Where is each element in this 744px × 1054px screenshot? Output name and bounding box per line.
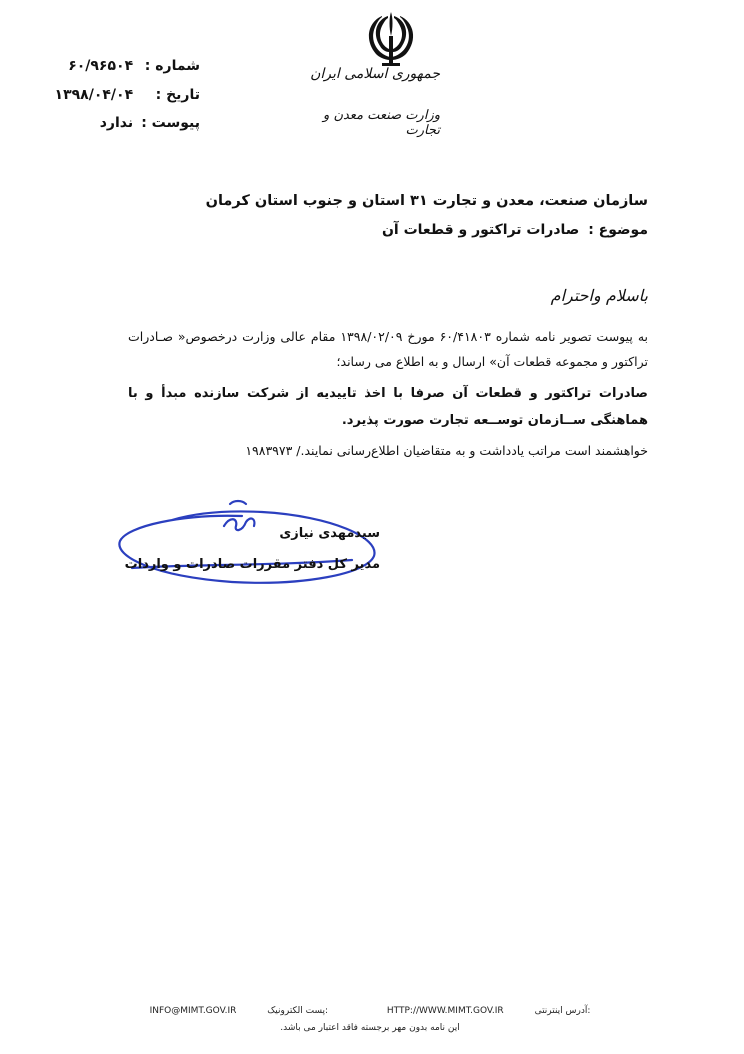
subject-line bbox=[382, 222, 648, 238]
body-paragraph-directive: صادرات تراکتور و قطعات آن صرفا با اخذ تاییدیه از شرکت سازنده مبدأ و با هماهنگی ســازمان توســعه تجارت صورت پذیرد. bbox=[128, 386, 648, 428]
footer-web bbox=[373, 1006, 605, 1016]
footer-web-label: :آدرس اینترنتی bbox=[534, 1006, 591, 1016]
letter-date-value: ۱۳۹۸/۰۴/۰۴ bbox=[54, 87, 134, 103]
letter-date bbox=[40, 87, 200, 103]
body-paragraph-closing: خواهشمند است مراتب یادداشت و به متقاضیان اطلاع‌رسانی نمایند./ ۱۹۸۳۹۷۳ bbox=[245, 443, 648, 458]
letterhead-country: جمهوری اسلامی ایران bbox=[310, 66, 440, 82]
recipient: سازمان صنعت، معدن و تجارت ۳۱ استان و جنوب استان کرمان bbox=[205, 193, 648, 209]
footer-web-value: HTTP://WWW.MIMT.GOV.IR bbox=[386, 1006, 504, 1016]
footer-email-label: :پست الکترونیک bbox=[267, 1006, 329, 1016]
letter-attachment-value: ندارد bbox=[99, 115, 134, 131]
subject-label: موضوع : bbox=[588, 222, 648, 238]
letter-number bbox=[40, 58, 200, 74]
letter-date-label: تاریخ : bbox=[155, 87, 200, 103]
letter-attachment bbox=[40, 115, 200, 131]
body-paragraph-1: به پیوست تصویر نامه شماره ۶۰/۴۱۸۰۳ مورخ ۱۳۹۸/۰۲/۰۹ مقام عالی وزارت درخصوص« صـادرات تراکتور و مجموعه قطعات آن» ارسال و به اطلاع می رساند؛ bbox=[128, 329, 648, 369]
letter-number-label: شماره : bbox=[144, 58, 200, 74]
footer-validity-note: این نامه بدون مهر برجسته فاقد اعتبار می باشد. bbox=[280, 1023, 460, 1033]
footer-email bbox=[136, 1006, 345, 1016]
letter-attachment-label: پیوست : bbox=[141, 115, 200, 131]
greeting: باسلام واحترام bbox=[550, 286, 648, 305]
iran-emblem-icon bbox=[362, 8, 420, 70]
footer-email-value: INFO@MIMT.GOV.IR bbox=[149, 1006, 237, 1016]
subject-text: صادرات تراکتور و قطعات آن bbox=[381, 222, 580, 238]
letter-number-value: ۶۰/۹۶۵۰۴ bbox=[68, 58, 134, 74]
signatory-title: مدیر کل دفتر مقررات صادرات و واردات bbox=[124, 557, 380, 572]
footer-contacts bbox=[120, 1006, 620, 1016]
signatory-name: سیدمهدی نیازی bbox=[279, 526, 380, 541]
letterhead-ministry: وزارت صنعت معدن و تجارت bbox=[323, 108, 440, 138]
